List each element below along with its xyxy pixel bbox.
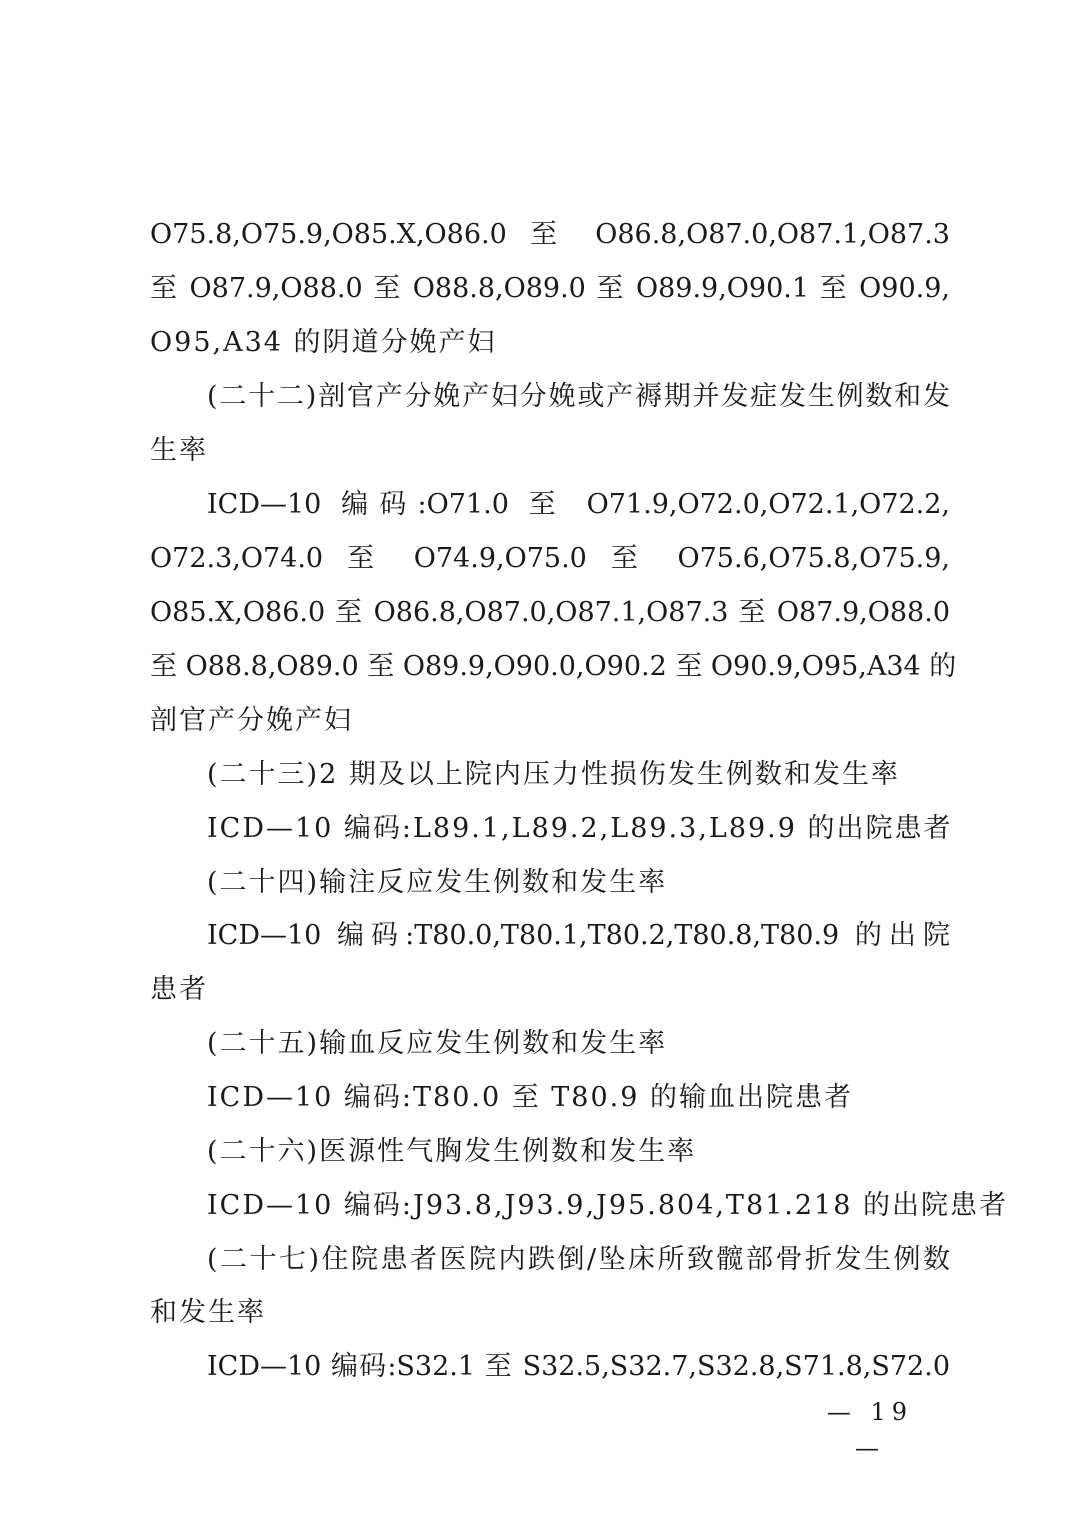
text-line: ICD—10 编码:S32.1 至 S32.5,S32.7,S32.8,S71.8,S72.0 — [207, 1351, 950, 1382]
section-heading: (二十七)住院患者医院内跌倒/坠床所致髋部骨折发生例数 — [207, 1244, 950, 1275]
text-line: 患者 — [150, 974, 208, 1005]
section-heading: (二十四)输注反应发生例数和发生率 — [207, 867, 668, 898]
text-line: O75.8,O75.9,O85.X,O86.0 至 O86.8,O87.0,O87.1,O87.3 — [150, 219, 950, 250]
text-line: 至 O87.9,O88.0 至 O88.8,O89.0 至 O89.9,O90.1 至 O90.9, — [150, 273, 950, 304]
section-heading: (二十三)2 期及以上院内压力性损伤发生例数和发生率 — [207, 759, 900, 790]
section-heading: (二十六)医源性气胸发生例数和发生率 — [207, 1136, 697, 1167]
text-line: ICD—10 编码:T80.0 至 T80.9 的输血出院患者 — [207, 1082, 854, 1113]
text-line: ICD—10 编码:J93.8,J93.9,J95.804,T81.218 的出院患者 — [207, 1190, 1008, 1221]
section-heading: (二十二)剖官产分娩产妇分娩或产褥期并发症发生例数和发 — [207, 381, 950, 412]
text-line: ICD—10 编码:T80.0,T80.1,T80.2,T80.8,T80.9 的出院 — [207, 920, 950, 951]
section-heading: 生率 — [150, 435, 208, 466]
section-heading: (二十五)输血反应发生例数和发生率 — [207, 1028, 668, 1059]
text-line: O72.3,O74.0 至 O74.9,O75.0 至 O75.6,O75.8,O75.9, — [150, 543, 950, 574]
section-heading: 和发生率 — [150, 1297, 266, 1328]
text-line: ICD—10 编码:O71.0 至 O71.9,O72.0,O72.1,O72.2, — [207, 489, 950, 520]
text-line: ICD—10 编码:L89.1,L89.2,L89.3,L89.9 的出院患者 — [207, 813, 953, 844]
text-line: 剖官产分娩产妇 — [150, 705, 353, 736]
text-line: 至 O88.8,O89.0 至 O89.9,O90.0,O90.2 至 O90.9,O95,A34 的 — [150, 651, 957, 682]
page-number: — 19 — — [826, 1398, 914, 1462]
text-line: O95,A34 的阴道分娩产妇 — [150, 327, 497, 358]
text-line: O85.X,O86.0 至 O86.8,O87.0,O87.1,O87.3 至 O87.9,O88.0 — [150, 597, 950, 628]
